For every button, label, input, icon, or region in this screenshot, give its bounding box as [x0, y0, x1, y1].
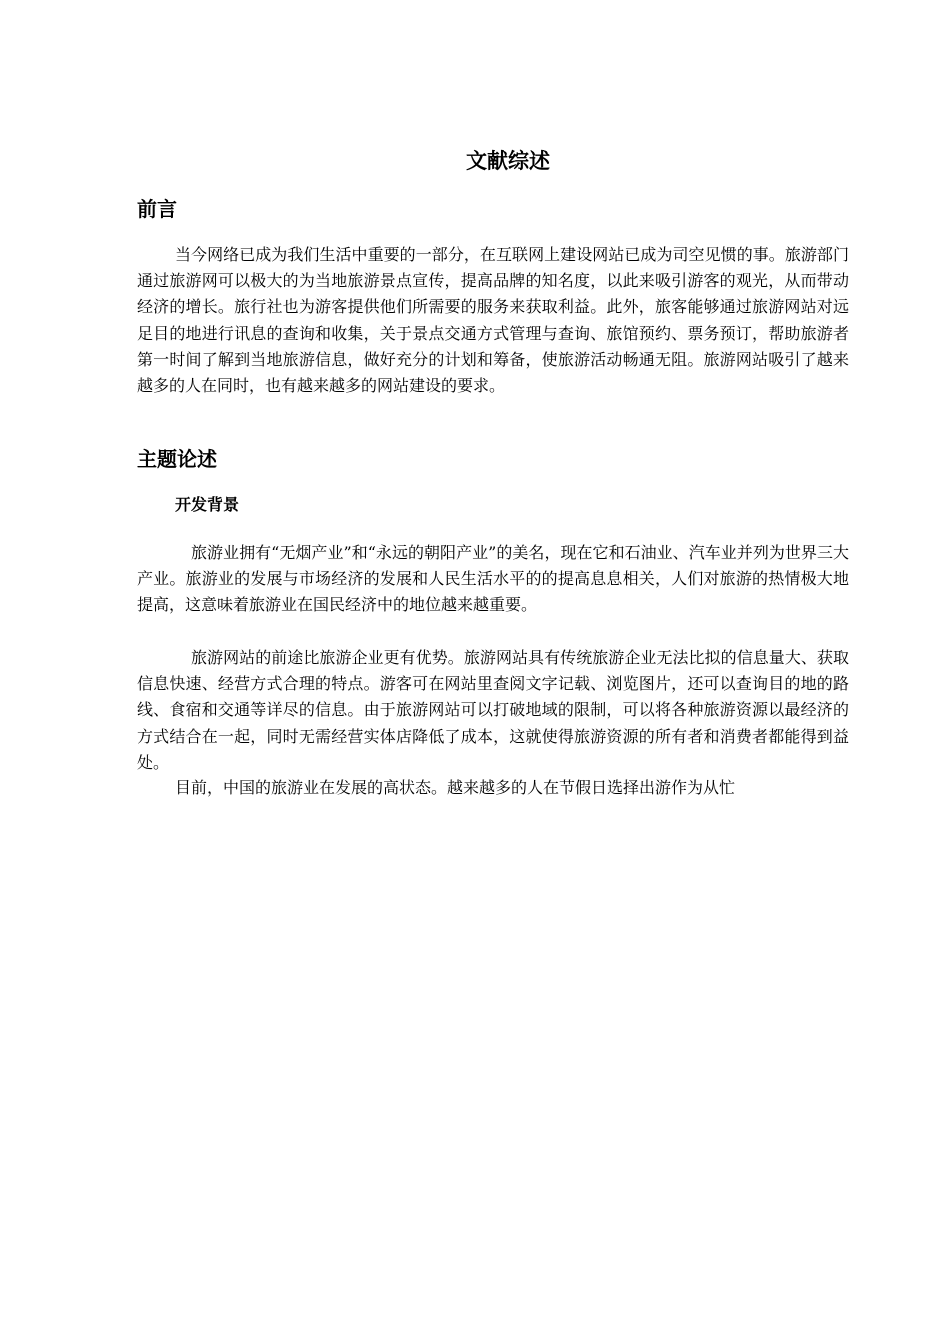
document-title: 文献综述: [466, 149, 550, 173]
section-heading-preface: 前言: [137, 197, 177, 221]
background-paragraph-1: 旅游业拥有“无烟产业”和“永远的朝阳产业”的美名，现在它和石油业、汽车业并列为世界三大产业。旅游业的发展与市场经济的发展和人民生活水平的的提高息息相关，人们对旅游的热情极大地提高，这意味着旅游业在国民经济中的地位越来越重要。: [137, 543, 849, 615]
background-paragraph-2: 旅游网站的前途比旅游企业更有优势。旅游网站具有传统旅游企业无法比拟的信息量大、获取信息快速、经营方式合理的特点。游客可在网站里查阅文字记载、浏览图片，还可以查询目的地的路线、食宿和交通等详尽的信息。由于旅游网站可以打破地域的限制，可以将各种旅游资源以最经济的方式结合在一起，同时无需经营实体店降低了成本，这就使得旅游资源的所有者和消费者都能得到益处。: [137, 648, 849, 772]
subsection-heading-background: 开发背景: [175, 495, 240, 514]
preface-paragraph: 当今网络已成为我们生活中重要的一部分，在互联网上建设网站已成为司空见惯的事。旅游部门通过旅游网可以极大的为当地旅游景点宣传，提高品牌的知名度，以此来吸引游客的观光，从而带动经济的增长。旅行社也为游客提供他们所需要的服务来获取利益。此外，旅客能够通过旅游网站对远足目的地进行讯息的查询和收集，关于景点交通方式管理与查询、旅馆预约、票务预订，帮助旅游者第一时间了解到当地旅游信息，做好充分的计划和筹备，使旅游活动畅通无阻。旅游网站吸引了越来越多的人在同时，也有越来越多的网站建设的要求。: [137, 245, 849, 396]
section-heading-main-discussion: 主题论述: [137, 447, 217, 471]
background-paragraph-3: 目前，中国的旅游业在发展的高状态。越来越多的人在节假日选择出游作为从忙: [175, 778, 736, 797]
